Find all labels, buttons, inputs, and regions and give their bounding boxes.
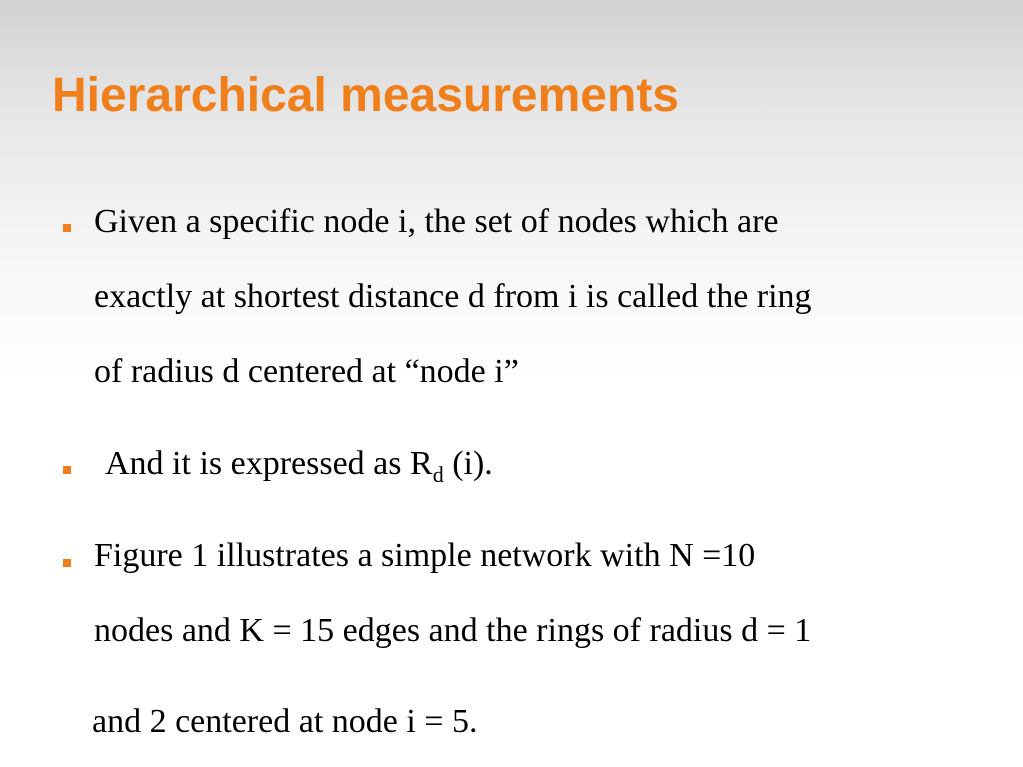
bullet-3-line-3: and 2 centered at node i = 5.	[92, 703, 478, 740]
bullet-1-line-2: exactly at shortest distance d from i is called the ring	[94, 278, 812, 315]
slide-title: Hierarchical measurements	[52, 69, 679, 122]
bullet-3-line-2: nodes and K = 15 edges and the rings of radius d = 1	[94, 612, 812, 649]
bullet-2-suffix: (i).	[443, 445, 493, 482]
bullet-3-line-1: Figure 1 illustrates a simple network with N =10	[94, 537, 756, 574]
bullet-1-line-3: of radius d centered at “node i”	[94, 353, 519, 390]
bullet-2-prefix: And it is expressed as R	[105, 445, 433, 482]
bullet-2-text	[105, 444, 493, 487]
bullet-2-subscript: d	[432, 462, 444, 487]
orange-square-bullet-icon	[63, 559, 71, 567]
bullet-1-line-1: Given a specific node i, the set of nodes which are	[94, 203, 779, 240]
orange-square-bullet-icon	[63, 466, 71, 474]
orange-square-bullet-icon	[63, 224, 71, 232]
